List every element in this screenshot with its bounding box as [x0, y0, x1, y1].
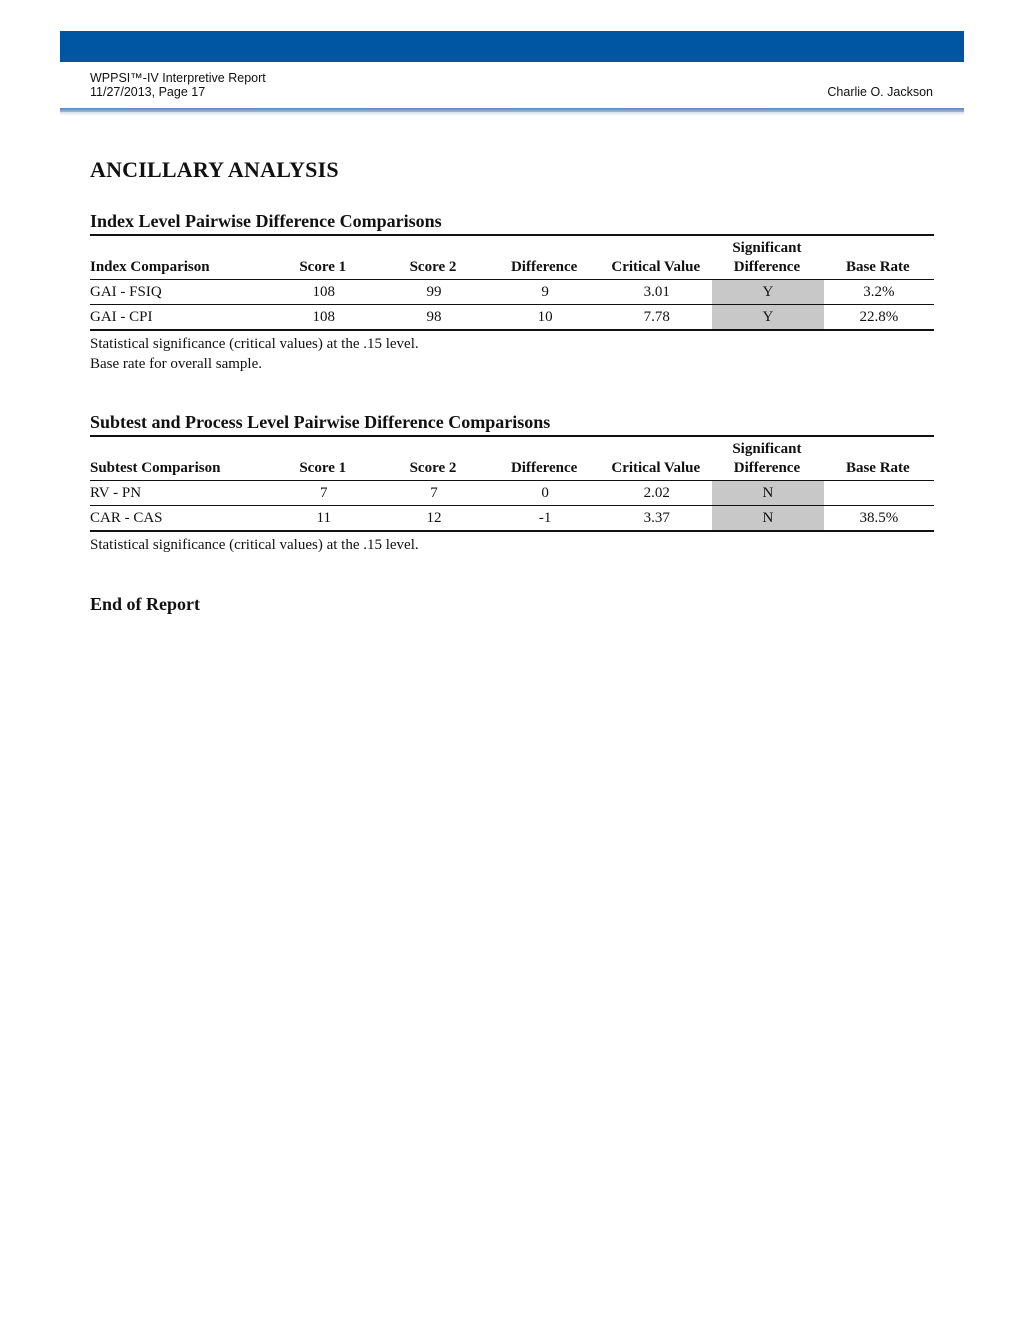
cell-critical-value: 3.37 — [643, 510, 670, 526]
cell-base-rate: 3.2% — [824, 280, 934, 305]
column-header-difference: Difference — [489, 436, 601, 481]
cell-score2: 98 — [426, 309, 442, 325]
cell-comparison: CAR - CAS — [90, 510, 163, 526]
page-title: ANCILLARY ANALYSIS — [90, 157, 339, 182]
cell-critical-value: 2.02 — [601, 481, 712, 506]
cell-difference: -1 — [538, 510, 552, 526]
column-header-difference: Difference — [489, 235, 601, 280]
note-significance: Statistical significance (critical values) at the .15 level. — [90, 336, 419, 352]
column-header-base-rate: Base Rate — [824, 235, 934, 280]
column-header-score2: Score 2 — [379, 436, 489, 481]
cell-critical-value: 7.78 — [643, 309, 670, 325]
report-date-page: 11/27/2013, Page 17 — [90, 85, 206, 99]
column-header-significant-difference — [712, 436, 823, 481]
column-header-comparison: Subtest Comparison — [90, 436, 269, 481]
end-of-report: End of Report — [90, 594, 201, 614]
cell-base-rate — [824, 481, 934, 506]
column-header-significant-difference — [712, 235, 823, 280]
cell-critical-value: 3.01 — [601, 280, 712, 305]
cell-significant: N — [712, 481, 823, 506]
table-header-row — [90, 235, 934, 280]
cell-score2: 99 — [379, 280, 489, 305]
note-significance: Statistical significance (critical values) at the .15 level. — [90, 537, 419, 553]
subtest-comparison-table — [90, 435, 934, 532]
column-header-comparison: Index Comparison — [90, 235, 269, 280]
cell-score2: 12 — [426, 510, 442, 526]
header-difference-line: Difference — [733, 259, 801, 275]
header-difference-line: Difference — [733, 460, 801, 476]
cell-difference: 0 — [489, 481, 601, 506]
header-band — [60, 31, 964, 62]
subtest-section-title: Subtest and Process Level Pairwise Difference Comparisons — [90, 412, 551, 432]
column-header-critical-value: Critical Value — [601, 436, 712, 481]
patient-name: Charlie O. Jackson — [827, 85, 933, 99]
column-header-score1: Score 1 — [269, 235, 379, 280]
index-table-notes — [90, 334, 419, 374]
report-header — [90, 71, 933, 99]
cell-comparison: GAI - FSIQ — [90, 280, 269, 305]
cell-score1: 108 — [269, 280, 379, 305]
table-row — [90, 305, 934, 331]
column-header-score1: Score 1 — [269, 436, 379, 481]
table-header-row — [90, 436, 934, 481]
column-header-score2: Score 2 — [379, 235, 489, 280]
cell-significant: N — [712, 506, 823, 532]
header-significant-line: Significant — [732, 441, 802, 457]
cell-difference: 9 — [489, 280, 601, 305]
cell-comparison: RV - PN — [90, 481, 269, 506]
table-row — [90, 506, 934, 532]
cell-base-rate: 22.8% — [859, 309, 899, 325]
cell-score1: 11 — [316, 510, 331, 526]
cell-score1: 7 — [269, 481, 379, 506]
index-section-title: Index Level Pairwise Difference Comparisons — [90, 211, 442, 231]
cell-significant: Y — [712, 280, 823, 305]
column-header-base-rate: Base Rate — [824, 436, 934, 481]
report-title: WPPSI™-IV Interpretive Report — [90, 71, 266, 85]
cell-base-rate: 38.5% — [859, 510, 899, 526]
index-comparison-table — [90, 234, 934, 331]
column-header-critical-value: Critical Value — [601, 235, 712, 280]
table-row — [90, 280, 934, 305]
header-significant-line: Significant — [732, 240, 802, 256]
cell-significant: Y — [712, 305, 823, 331]
cell-score1: 108 — [312, 309, 335, 325]
subtest-table-notes — [90, 535, 419, 555]
note-base-rate: Base rate for overall sample. — [90, 356, 263, 372]
cell-difference: 10 — [537, 309, 553, 325]
cell-comparison: GAI - CPI — [90, 309, 153, 325]
table-row — [90, 481, 934, 506]
header-divider-shadow — [60, 112, 964, 116]
cell-score2: 7 — [379, 481, 489, 506]
